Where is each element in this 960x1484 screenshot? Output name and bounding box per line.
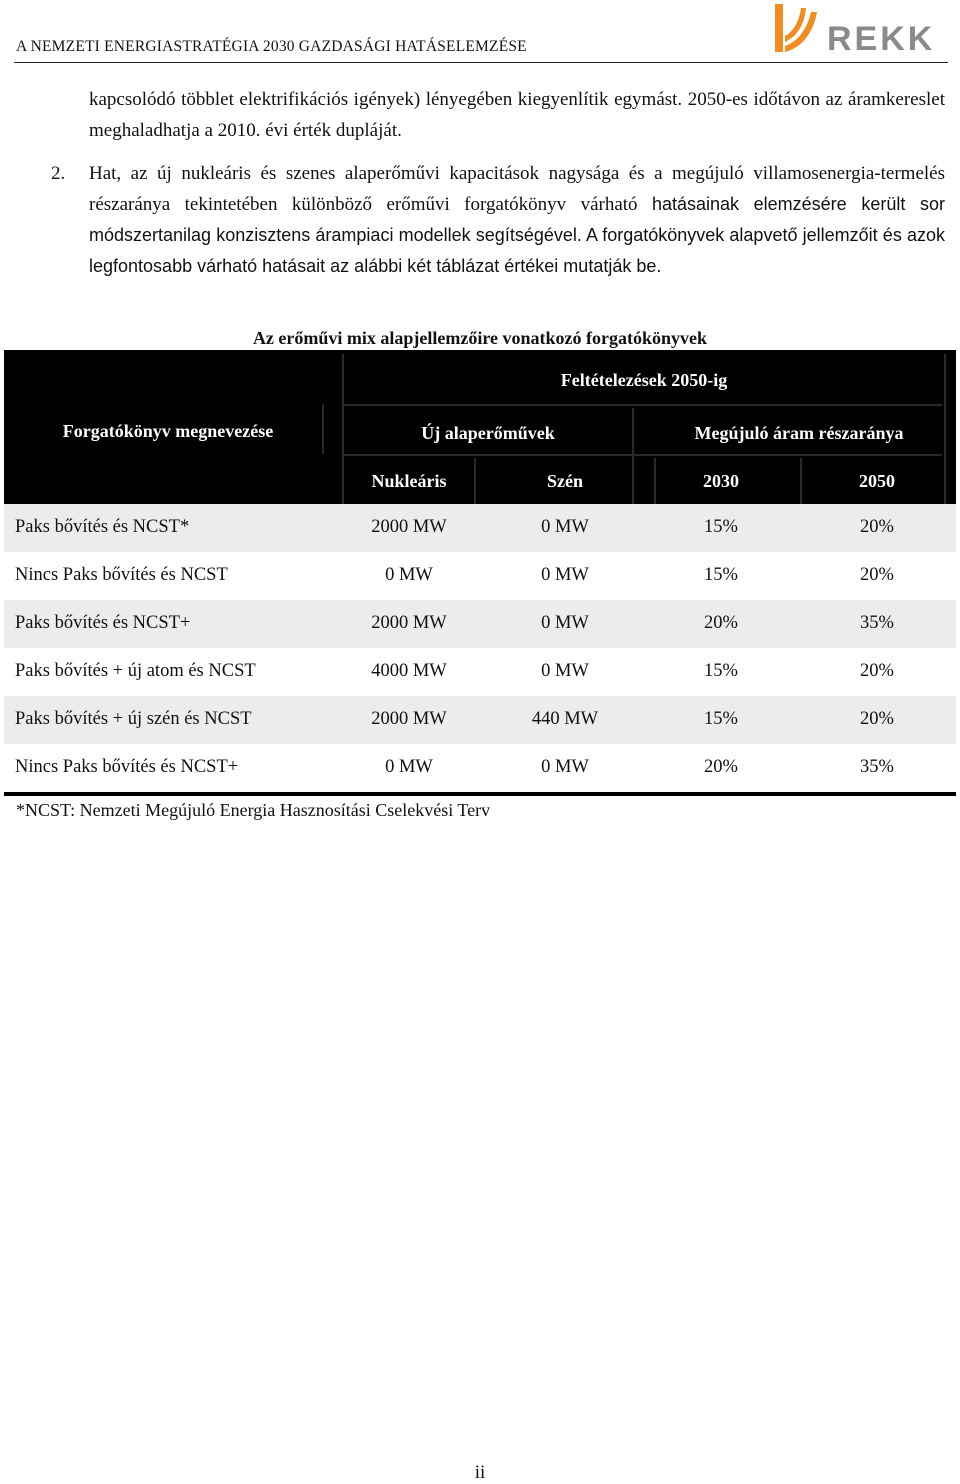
coal-cell: 0 MW — [541, 565, 589, 585]
coal-cell: 0 MW — [541, 661, 589, 681]
coal-cell: 0 MW — [541, 613, 589, 633]
page-number: ii — [474, 1462, 486, 1483]
share-2030-cell: 20% — [704, 757, 738, 777]
share-2030-cell: 15% — [704, 709, 738, 729]
svg-text:REKK: REKK — [827, 20, 936, 54]
scenario-name-cell: Nincs Paks bővítés és NCST+ — [15, 757, 239, 777]
share-2050-cell: 35% — [860, 757, 894, 777]
scenario-name-cell: Paks bővítés + új szén és NCST — [15, 709, 252, 729]
nuclear-cell: 0 MW — [385, 565, 433, 585]
coal-cell: 0 MW — [541, 757, 589, 777]
table-row — [4, 600, 956, 648]
table-bottom-rule — [4, 792, 956, 796]
paragraph-continuation: kapcsolódó többlet elektrifikációs igények) lényegében kiegyenlítik egymást. 2050-es időtávon az áramkereslet meghaladhatja a 2010. évi érték dupláját. — [89, 89, 945, 141]
page-header — [14, 0, 948, 63]
table-row — [4, 552, 956, 600]
header-coal: Szén — [547, 471, 583, 491]
share-2050-cell: 20% — [860, 661, 894, 681]
header-divider — [342, 404, 942, 406]
header-new-base-plants: Új alaperőművek — [421, 423, 555, 443]
share-2050-cell: 20% — [860, 709, 894, 729]
share-2050-cell: 35% — [860, 613, 894, 633]
header-2030: 2030 — [703, 471, 739, 491]
list-item-text — [89, 158, 945, 282]
table-footnote: *NCST: Nemzeti Megújuló Energia Hasznosítási Cselekvési Terv — [16, 800, 491, 820]
header-renewable-share: Megújuló áram részaránya — [694, 423, 904, 443]
nuclear-cell: 2000 MW — [371, 613, 447, 633]
list-item-line-2: hatásainak elemzésére került sor módszertanilag konzisztens árampiaci modellek segítségével. A forgatókönyvek alapvető jellemzőit és azok legfontosabb várható hatásait az alábbi két táblázat értékei mutatják be. — [89, 194, 945, 276]
nuclear-cell: 2000 MW — [371, 709, 447, 729]
table-row — [4, 696, 956, 744]
scenario-table — [4, 350, 956, 796]
nuclear-cell: 2000 MW — [371, 517, 447, 537]
table-row — [4, 504, 956, 552]
scenario-name-cell: Paks bővítés + új atom és NCST — [15, 661, 256, 681]
table-row — [4, 744, 956, 792]
scenario-name-cell: Paks bővítés és NCST* — [15, 517, 190, 537]
nuclear-cell: 0 MW — [385, 757, 433, 777]
header-2050: 2050 — [859, 471, 895, 491]
scenario-name-cell: Paks bővítés és NCST+ — [15, 613, 191, 633]
share-2030-cell: 15% — [704, 565, 738, 585]
header-nuclear: Nukleáris — [371, 471, 447, 491]
header-divider — [342, 454, 942, 456]
table-row — [4, 648, 956, 696]
table-caption: Az erőművi mix alapjellemzőire vonatkozó forgatókönyvek — [252, 328, 708, 348]
header-scenario-name: Forgatókönyv megnevezése — [62, 421, 274, 441]
header-assumptions: Feltételezések 2050-ig — [560, 370, 728, 390]
list-item-line-1: Hat, az új nukleáris és szenes alaperőművi kapacitások nagysága és a megújuló villamosenergia-termelés részaránya tekintetében különböző erőművi forgatókönyv várható — [89, 163, 945, 215]
rekk-logo — [771, 2, 946, 54]
nuclear-cell: 4000 MW — [371, 661, 447, 681]
header-divider — [474, 458, 476, 504]
scenario-name-cell: Nincs Paks bővítés és NCST — [15, 565, 228, 585]
share-2030-cell: 15% — [704, 661, 738, 681]
share-2050-cell: 20% — [860, 565, 894, 585]
list-number: 2. — [51, 163, 66, 184]
share-2050-cell: 20% — [860, 517, 894, 537]
header-divider — [800, 458, 802, 504]
header-divider — [632, 408, 634, 504]
table-header — [4, 350, 956, 504]
share-2030-cell: 15% — [704, 517, 738, 537]
coal-cell: 0 MW — [541, 517, 589, 537]
coal-cell: 440 MW — [531, 709, 599, 729]
share-2030-cell: 20% — [704, 613, 738, 633]
header-title: A NEMZETI ENERGIASTRATÉGIA 2030 GAZDASÁGI HATÁSELEMZÉSE — [16, 38, 527, 55]
